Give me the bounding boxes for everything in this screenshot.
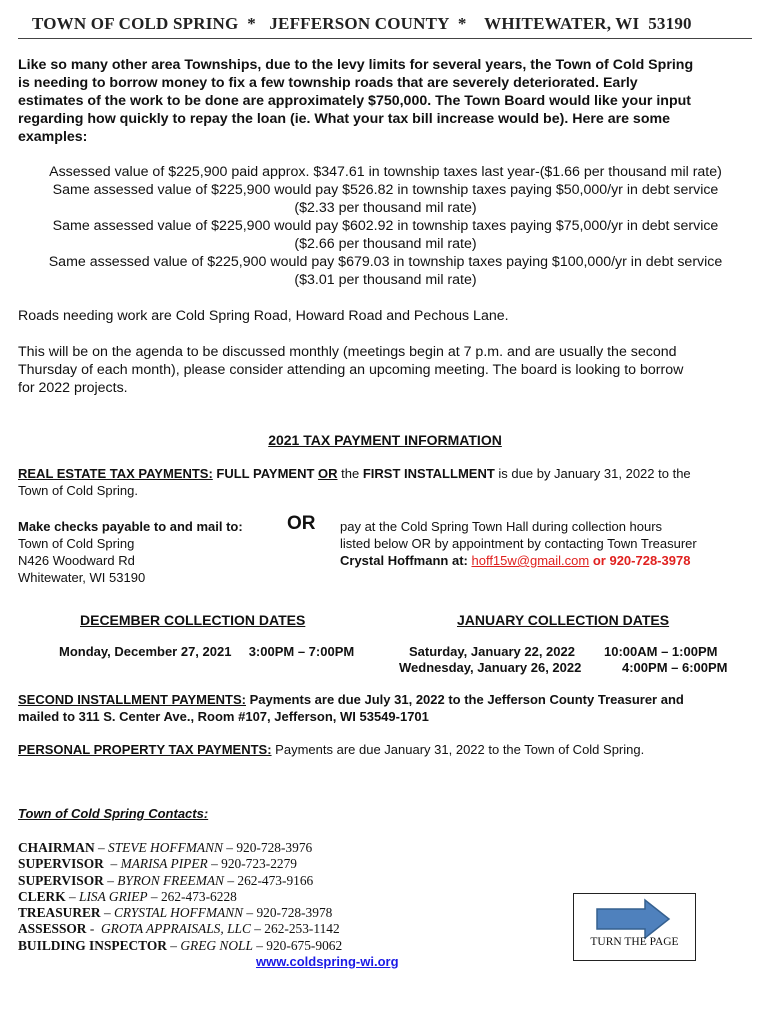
intro-line: Like so many other area Townships, due to the levy limits for several years, the Town of Cold Spring [18, 57, 694, 73]
contact-phone: – 262-473-9166 [223, 872, 314, 888]
header-rule [18, 38, 752, 39]
roads-paragraph: Roads needing work are Cold Spring Road, Howard Road and Pechous Lane. [18, 308, 509, 324]
website-link[interactable]: www.coldspring-wi.org [256, 954, 399, 969]
contact-role: SUPERVISOR [18, 872, 104, 888]
contact-row [18, 856, 342, 872]
agenda-line: Thursday of each month), please consider attending an upcoming meeting. The board is looking to borrow [18, 362, 684, 378]
contact-sep: – [100, 905, 114, 921]
checks-label: Make checks payable to and mail to: [18, 519, 243, 534]
turn-page-box [573, 893, 696, 961]
january-collection-title: JANUARY COLLECTION DATES [457, 612, 670, 628]
turn-page-label: TURN THE PAGE [590, 936, 679, 948]
full-payment-text: FULL PAYMENT [216, 466, 315, 481]
contact-role: CLERK [18, 888, 66, 904]
january-collection-date-1: Saturday, January 22, 2022 [409, 644, 575, 659]
example-line: Same assessed value of $225,900 would pay $602.92 in township taxes paying $75,000/yr in debt service [52, 218, 719, 234]
agenda-line: for 2022 projects. [18, 380, 128, 396]
intro-line: estimates of the work to be done are approximately $750,000. The Town Board would like your input [18, 93, 692, 109]
contact-sep: – [94, 840, 109, 855]
contact-name: CRYSTAL HOFFMANN [113, 905, 244, 921]
example-line: Same assessed value of $225,900 would pay $679.03 in township taxes paying $100,000/yr in debt service [48, 254, 723, 270]
intro-line: regarding how quickly to repay the loan (ie. What your tax bill increase would be). Here are some [18, 111, 670, 127]
contact-phone: – 262-253-1142 [250, 921, 340, 937]
tax-examples [18, 163, 753, 289]
december-collection-date [59, 643, 354, 660]
contact-row [18, 873, 342, 889]
treasurer-phone: 920-728-3978 [609, 553, 691, 568]
january-collection-date-2: Wednesday, January 26, 2022 [399, 660, 582, 675]
contact-sep: – [65, 888, 80, 904]
december-time: 3:00PM – 7:00PM [248, 644, 355, 659]
contact-phone: – 920-728-3976 [222, 840, 313, 855]
contact-row [18, 905, 342, 921]
second-installment-paragraph [18, 691, 753, 725]
intro-paragraph [18, 56, 753, 146]
contact-row [18, 938, 342, 954]
or-lower: or [592, 553, 606, 568]
contacts-list [18, 840, 342, 954]
real-estate-paragraph [18, 465, 753, 499]
contact-phone: – 920-728-3978 [243, 905, 333, 921]
second-installment-text: Payments are due July 31, 2022 to the Jefferson County Treasurer and [249, 692, 684, 707]
second-installment-label: SECOND INSTALLMENT PAYMENTS: [18, 692, 246, 707]
pay-line: listed below OR by appointment by contacting Town Treasurer [340, 536, 697, 551]
contact-phone: – 262-473-6228 [147, 888, 237, 904]
intro-line: is needing to borrow money to fix a few township roads that are severely deteriorated. Early [18, 75, 638, 91]
contact-sep: – [103, 856, 121, 872]
second-installment-line [18, 691, 753, 708]
second-installment-line-2: mailed to 311 S. Center Ave., Room #107, Jefferson, WI 53549-1701 [18, 709, 429, 724]
december-collection-title: DECEMBER COLLECTION DATES [80, 612, 306, 628]
intro-line: examples: [18, 129, 88, 145]
real-estate-line-2: Town of Cold Spring. [18, 483, 138, 498]
contact-name: GREG NOLL [180, 937, 253, 953]
mail-address-block [18, 518, 243, 586]
due-text: is due by January 31, 2022 to the [498, 466, 691, 481]
contact-name: BYRON FREEMAN [117, 872, 224, 888]
first-installment-text: FIRST INSTALLMENT [362, 466, 495, 481]
contact-sep: – [103, 872, 118, 888]
contacts-title: Town of Cold Spring Contacts: [18, 806, 209, 821]
contact-name: MARISA PIPER [120, 856, 208, 872]
address-line: Whitewater, WI 53190 [18, 570, 146, 585]
personal-property-paragraph [18, 741, 753, 758]
contact-row [18, 921, 342, 937]
pay-in-person-block [340, 518, 697, 569]
january-collection-time-1: 10:00AM – 1:00PM [604, 644, 718, 659]
big-or: OR [287, 513, 316, 534]
tax-info-title: 2021 TAX PAYMENT INFORMATION [268, 432, 502, 448]
real-estate-label: REAL ESTATE TAX PAYMENTS: [18, 466, 213, 481]
example-line: Assessed value of $225,900 paid approx. $347.61 in township taxes last year-($1.66 per thousand mil rate) [49, 164, 722, 180]
contact-name: LISA GRIEP [79, 888, 148, 904]
january-collection-time-2: 4:00PM – 6:00PM [622, 660, 728, 675]
contact-role: TREASURER [18, 905, 101, 921]
address-line: N426 Woodward Rd [18, 553, 135, 568]
the-word: the [341, 466, 360, 481]
contact-name: GROTA APPRAISALS, LLC [97, 921, 251, 937]
example-line: Same assessed value of $225,900 would pay $526.82 in township taxes paying $50,000/yr in debt service [52, 182, 719, 198]
real-estate-line [18, 465, 753, 482]
contact-role: ASSESSOR [18, 921, 87, 937]
contact-name: STEVE HOFFMANN [108, 840, 223, 855]
personal-property-label: PERSONAL PROPERTY TAX PAYMENTS: [18, 742, 272, 757]
contact-row [18, 889, 342, 905]
example-line: ($2.33 per thousand mil rate) [294, 200, 477, 216]
example-line: ($2.66 per thousand mil rate) [294, 236, 477, 252]
or-word: OR [318, 466, 338, 481]
contact-row [18, 840, 342, 856]
address-line: Town of Cold Spring [18, 536, 135, 551]
personal-property-text: Payments are due January 31, 2022 to the Town of Cold Spring. [275, 742, 645, 757]
treasurer-contact [340, 552, 697, 569]
contact-role: SUPERVISOR [18, 856, 104, 872]
contact-role: CHAIRMAN [18, 840, 95, 855]
page-header: TOWN OF COLD SPRING * JEFFERSON COUNTY * WHITEWATER, WI 53190 [32, 14, 692, 33]
arrow-right-icon [595, 898, 673, 940]
example-line: ($3.01 per thousand mil rate) [294, 272, 477, 288]
contact-sep: – [166, 937, 181, 953]
contact-sep: - [86, 921, 98, 937]
treasurer-email-link[interactable]: hoff15w@gmail.com [471, 553, 590, 568]
agenda-line: This will be on the agenda to be discussed monthly (meetings begin at 7 p.m. and are usually the second [18, 344, 677, 360]
contact-role: BUILDING INSPECTOR [18, 937, 167, 953]
contact-phone: – 920-675-9062 [252, 937, 343, 953]
pay-line: pay at the Cold Spring Town Hall during collection hours [340, 519, 663, 534]
agenda-paragraph [18, 343, 753, 397]
december-date: Monday, December 27, 2021 [59, 644, 232, 659]
contact-phone: – 920-723-2279 [207, 856, 297, 872]
treasurer-label: Crystal Hoffmann at: [340, 553, 468, 568]
